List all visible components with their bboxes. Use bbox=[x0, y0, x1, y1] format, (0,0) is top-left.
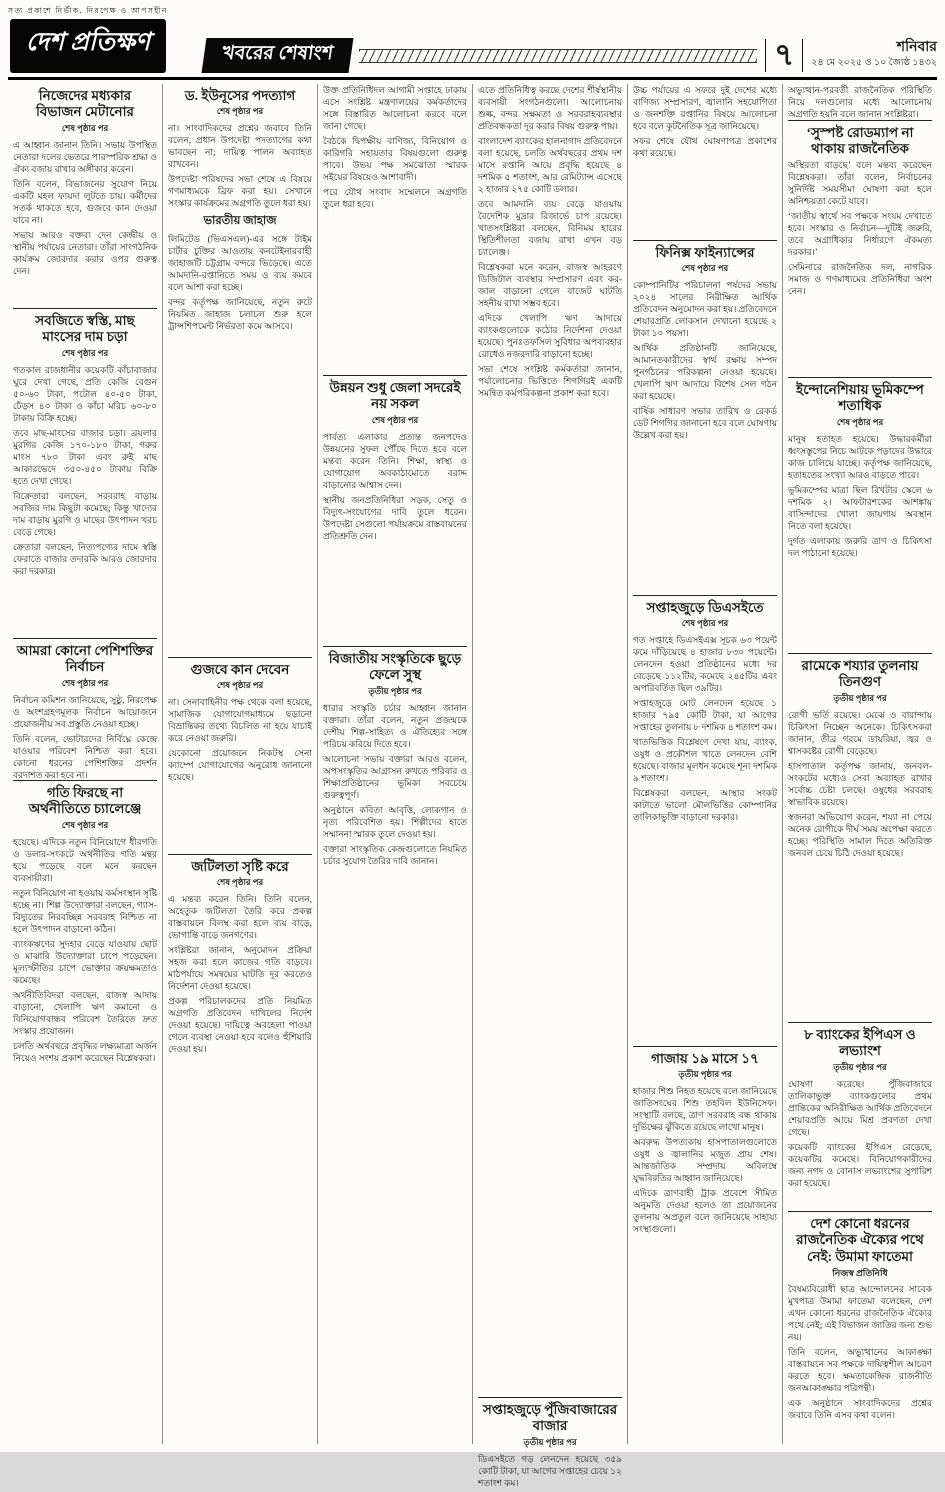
article-paragraph: সংশ্লিষ্টরা জানান, অনুমোদন প্রক্রিয়া সহজ করা হলে কাজের গতি বাড়বে। মাঠপর্যায়ে সমন্বয়ের ঘাটতি দূর করতেও নির্দেশনা দেওয়া হয়েছে। bbox=[168, 945, 312, 992]
article-subhead: ভারতীয় জাহাজ bbox=[203, 215, 277, 228]
article-paragraph: গতকাল রাজধানীর কয়েকটি কাঁচাবাজার ঘুরে দেখা গেছে, প্রতি কেজি বেগুন ৫০-৬০ টাকা, পটোল ৪০-৫০ টাকা, ঢেঁড়স ৪০ টাকা ও কাঁচা মরিচ ৬০-৮০ টাকায় বিক্রি হচ্ছে। bbox=[13, 364, 157, 423]
article-paragraph: তিনি বলেন, অভ্যুত্থানের আকাঙ্ক্ষা বাস্তবায়নে সব পক্ষকে দায়িত্বশীল আচরণ করতে হবে। ক্ষমতাকেন্দ্রিক রাজনীতি জনআকাঙ্ক্ষার পরিপন্থী। bbox=[788, 1347, 932, 1394]
section-title: খবরের শেষাংশ bbox=[201, 38, 353, 73]
article bbox=[633, 240, 777, 592]
continued-from-label: শেষ পৃষ্ঠার পর bbox=[371, 414, 419, 425]
article-paragraph: ব্যাংকঋণের সুদহার বেড়ে যাওয়ায় ছোট ও মাঝারি উদ্যোক্তারা চাপে পড়েছেন। মূল্যস্ফীতির চাপে ভোক্তার ক্রয়ক্ষমতাও কমেছে। bbox=[13, 938, 157, 985]
article-headline: দেশ কোনো ধরনের রাজনৈতিক ঐক্যের পথে নেই: উমামা ফাতেমা bbox=[796, 1216, 924, 1264]
news-column-3 bbox=[317, 84, 472, 1444]
article-paragraph: উপদেষ্টা পরিষদের সভা শেষে এ বিষয়ে গণমাধ্যমকে ব্রিফ করা হয়। সেখানে সংস্কার কার্যক্রমের অগ্রগতি তুলে ধরা হয়। bbox=[168, 174, 312, 209]
article-paragraph: সভা শেষে সংশ্লিষ্ট কর্মকর্তারা জানান, পর্যালোচনার ভিত্তিতে শিগগিরই একটি সমন্বিত কর্মপরিকল্পনা প্রকাশ করা হবে। bbox=[478, 364, 622, 398]
article-paragraph: না। সাংবাদিকদের প্রশ্নের জবাবে তিনি বলেন, প্রধান উপদেষ্টা পদত্যাগের কথা ভাবছেন না; দায়িত্ব পালন অব্যাহত রাখবেন। bbox=[168, 123, 312, 170]
continued-from-label: শেষ পৃষ্ঠার পর bbox=[61, 819, 109, 830]
article-paragraph: বিশ্লেষকরা মনে করেন, রাজস্ব আহরণে ডিজিটাল ব্যবস্থার সম্প্রসারণ এবং কর-জাল বাড়ানো গেলে বাজেট ঘাটতি সহনীয় রাখা সম্ভব হবে। bbox=[478, 262, 622, 308]
article-paragraph: পার্বত্য এলাকার প্রত্যন্ত জনপদেও উন্নয়নের সুফল পৌঁছে দিতে হবে বলে মন্তব্য করেন তিনি। শিক্ষা, স্বাস্থ্য ও যোগাযোগ অবকাঠামোতে বরাদ্দ বাড়ানোর আশ্বাস দেন। bbox=[323, 431, 467, 490]
article-paragraph: ধারার সংস্কৃতি চর্চার আহ্বান জানান বক্তারা। তাঁরা বলেন, নতুন প্রজন্মকে দেশীয় শিল্প-সাহিত্য ও ঐতিহ্যের সঙ্গে পরিচয় করিয়ে দিতে হবে। bbox=[323, 702, 467, 749]
article-paragraph: গত সপ্তাহে ডিএসইএক্স সূচক ৬৩ পয়েন্ট কমে দাঁড়িয়েছে ৪ হাজার ৮৩০ পয়েন্টে। লেনদেন হওয়া প্রতিষ্ঠানের মধ্যে দর বেড়েছে ১১২টির, কমেছে ২৪৫টির এবং অপরিবর্তিত ছিল ৩৯টির। bbox=[633, 635, 777, 694]
article bbox=[13, 84, 157, 305]
article-continuation bbox=[478, 84, 622, 1394]
news-column-4 bbox=[472, 84, 627, 1488]
page-number: ৭ bbox=[765, 39, 803, 72]
article bbox=[478, 1397, 622, 1492]
newspaper-logo: দেশ প্রতিক্ষণ bbox=[10, 19, 166, 73]
article-headline: বিজাতীয় সংস্কৃতিকে ছুড়ে ফেলে সুস্থ bbox=[328, 651, 462, 683]
article-headline: উন্নয়ন শুধু জেলা সদরেই নয় সকল bbox=[329, 380, 461, 412]
article-headline: ইন্দোনেশিয়ায় ভূমিকম্পে শতাধিক bbox=[796, 382, 924, 414]
article-headline: সবজিতে স্বস্তি, মাছ মাংসের দাম চড়া bbox=[35, 313, 135, 345]
continued-from-label: তৃতীয় পৃষ্ঠার পর bbox=[678, 1069, 732, 1080]
continued-from-label: শেষ পৃষ্ঠার পর bbox=[216, 106, 264, 117]
article-headline: ড. ইউনূসের পদত্যাগ bbox=[184, 88, 296, 103]
masthead-block bbox=[8, 6, 168, 73]
continued-from-label: শেষ পৃষ্ঠার পর bbox=[61, 677, 109, 688]
article-paragraph: ভূমিকম্পের মাত্রা ছিল রিখটার স্কেলে ৬ দশমিক ২। আফটারশকের আশঙ্কায় বাসিন্দাদের খোলা জায়গায় অবস্থান নিতে বলা হয়েছে। bbox=[788, 484, 932, 531]
article-paragraph: ডিএসইতে গড় লেনদেন হয়েছে ৩৫৯ কোটি টাকা, যা আগের সপ্তাহের চেয়ে ১২ শতাংশ কম। bbox=[478, 1453, 622, 1488]
continued-from-label: শেষ পৃষ্ঠার পর bbox=[61, 347, 109, 358]
article-headline: সপ্তাহজুড়ে পুঁজিবাজারের বাজার bbox=[482, 1402, 618, 1434]
news-column-1 bbox=[8, 84, 162, 1444]
article-continuation bbox=[788, 84, 932, 117]
continued-from-label: তৃতীয় পৃষ্ঠার পর bbox=[368, 685, 422, 696]
masthead-tagline: সত্য প্রকাশে নির্ভীক, নিরপেক্ষ ও আপসহীন bbox=[8, 6, 168, 15]
article-paragraph: এক অনুষ্ঠানে সাংবাদিকদের প্রশ্নের জবাবে তিনি এসব কথা বলেন। bbox=[788, 1398, 932, 1421]
article-paragraph: এ আহ্বান জানান তিনি। সভায় উপস্থিত নেতারা দলের ভেতরে পারস্পরিক শ্রদ্ধা ও ঐক্য বজায় রাখার অঙ্গীকার করেন। bbox=[13, 139, 157, 174]
article-paragraph: নতুন বিনিয়োগ না হওয়ায় কর্মসংস্থান সৃষ্টি হচ্ছে না। শিল্প উদ্যোক্তারা বলছেন, গ্যাস-বিদ্যুতের নিরবচ্ছিন্ন সরবরাহ নিশ্চিত না হলে উৎপাদন বাড়ানো কঠিন। bbox=[13, 887, 157, 934]
article-paragraph: কোম্পানিটির পরিচালনা পর্ষদের সভায় ২০২৪ সালের নিরীক্ষিত আর্থিক প্রতিবেদন অনুমোদন করা হয়। প্রতিবেদনে শেয়ারপ্রতি লোকসান দেখানো হয়েছে ২ টাকা ১০ পয়সা। bbox=[633, 280, 777, 339]
article-paragraph: আলোচনা সভায় বক্তারা আরও বলেন, অপসংস্কৃতির আগ্রাসন রুখতে পরিবার ও শিক্ষাপ্রতিষ্ঠানের ভূমিকা সবচেয়ে গুরুত্বপূর্ণ। bbox=[323, 753, 467, 800]
article bbox=[788, 1022, 932, 1208]
article-paragraph: এদিকে ত্রাণবাহী ট্রাক প্রবেশে সীমিত অনুমতি দেওয়া হলেও তা প্রয়োজনের তুলনায় অপ্রতুল বলে জানিয়েছে সাহায্য সংস্থাগুলো। bbox=[633, 1188, 777, 1235]
article-paragraph: স্থানীয় জনপ্রতিনিধিরা সড়ক, সেতু ও বিদ্যুৎ-সংযোগের দাবি তুলে ধরেন। উপদেষ্টা সেগুলো পর্যায়ক্রমে বাস্তবায়নের প্রতিশ্রুতি দেন। bbox=[323, 494, 467, 541]
article-paragraph: বার্ষিক সাধারণ সভার তারিখ ও রেকর্ড ডেট শিগগির জানানো হবে বলে ঘোষণায় উল্লেখ করা হয়। bbox=[633, 406, 777, 441]
article bbox=[788, 1211, 932, 1444]
news-column-5 bbox=[627, 84, 782, 1444]
page-header bbox=[8, 6, 937, 80]
article bbox=[168, 854, 312, 1444]
article-paragraph: যেকোনো প্রয়োজনে নিকটস্থ সেনা ক্যাম্পে যোগাযোগের অনুরোধ জানানো হয়েছে। bbox=[168, 748, 312, 783]
article-paragraph: খাতভিত্তিক বিশ্লেষণে দেখা যায়, ব্যাংক, ওষুধ ও প্রকৌশল খাতে লেনদেন বেশি হয়েছে। বাজার মূলধন কমেছে শূন্য দশমিক ৯ শতাংশ। bbox=[633, 737, 777, 784]
article bbox=[788, 653, 932, 1019]
article-headline: গাজায় ১৯ মাসে ১৭ bbox=[651, 1051, 759, 1066]
article-paragraph: না। সেনাবাহিনীর পক্ষ থেকে বলা হয়েছে, সামাজিক যোগাযোগমাধ্যমে ছড়ানো বিভ্রান্তিকর তথ্যে বিচলিত না হয়ে যাচাই করে নেওয়া জরুরি। bbox=[168, 697, 312, 744]
article-headline: ৮ ব্যাংকের ইপিএস ও লভ্যাংশ bbox=[804, 1027, 916, 1059]
article-paragraph: তিনি বলেন, বিভাজনের সুযোগ নিয়ে একটি মহল ফায়দা লুটতে চায়। কর্মীদের সতর্ক থাকতে হবে, গুজবে কান দেওয়া যাবে না। bbox=[13, 178, 157, 225]
continued-from-label: তৃতীয় পৃষ্ঠার পর bbox=[833, 1061, 887, 1072]
article-paragraph: পরে যৌথ সংবাদ সম্মেলনে অগ্রগতি তুলে ধরা হবে। bbox=[323, 187, 467, 209]
date-block bbox=[811, 39, 937, 72]
article-paragraph: স্বজনরা অভিযোগ করেন, শয্যা না পেয়ে অনেক রোগীকে দীর্ঘ সময় অপেক্ষা করতে হচ্ছে। পরিস্থিতি সামাল দিতে অতিরিক্ত জনবল চেয়ে চিঠি দেওয়া হয়েছে। bbox=[788, 811, 932, 858]
article-paragraph: হয়েছে। এদিকে নতুন বিনিয়োগে ধীরগতি ও ডলার-সংকটে অর্থনীতির গতি মন্থর হয়ে পড়েছে বলে মনে করছেন ব্যবসায়ীরা। bbox=[13, 836, 157, 883]
article-headline: নিজেদের মধ্যকার বিভাজন মেটানোর bbox=[36, 88, 134, 120]
article-paragraph: রোগী ভর্তি রয়েছে। মেঝে ও বারান্দায় চিকিৎসা নিচ্ছেন অনেকে। চিকিৎসকরা জানান, তীব্র গরমে ডায়রিয়া, জ্বর ও শ্বাসকষ্টের রোগী বেড়েছে। bbox=[788, 709, 932, 756]
article-paragraph: এতে প্রতিনিধিত্ব করছে দেশের শীর্ষস্থানীয় ব্যবসায়ী সংগঠনগুলো। আলোচনায় শুল্ক, বন্দর সক্ষমতা ও সরবরাহব্যবস্থার প্রতিবন্ধকতা দূর করার বিষয় গুরুত্ব পায়। bbox=[478, 85, 622, 131]
article bbox=[168, 84, 312, 654]
article-paragraph: লিমিটেড (ভিএসএল)-এর সঙ্গে টাইম চার্টার চুক্তির আওতায় কনটেইনারবাহী জাহাজটি চট্টগ্রাম বন্দরে ভিড়েছে। এতে আমদানি-রপ্তানিতে সময় ও ব্যয় কমবে বলে আশা করা হচ্ছে। bbox=[168, 234, 312, 293]
article-paragraph: বৈষম্যবিরোধী ছাত্র আন্দোলনের সাবেক মুখপাত্র উমামা ফাতেমা বলেছেন, দেশ এখন কোনো ধরনের রাজনৈতিক ঐক্যের পথে নেই; এই বিভাজন জাতির জন্য শুভ নয়। bbox=[788, 1284, 932, 1343]
article-paragraph: বৈঠকে দ্বিপক্ষীয় বাণিজ্য, বিনিয়োগ ও কারিগরি সহায়তার বিষয়গুলো গুরুত্ব পাবে। উভয় পক্ষ সমঝোতা স্মারক সইয়ের বিষয়েও আশাবাদী। bbox=[323, 136, 467, 182]
news-columns bbox=[8, 84, 937, 1488]
weekday-label: শনিবার bbox=[896, 40, 937, 56]
article bbox=[13, 308, 157, 635]
article-headline: গুজবে কান দেবেন bbox=[190, 662, 290, 677]
article-paragraph: ঘোষণা করেছে। পুঁজিবাজারে তালিকাভুক্ত ব্যাংকগুলোর প্রথম প্রান্তিকের অনিরীক্ষিত আর্থিক প্রতিবেদনে শেয়ারপ্রতি আয়ে মিশ্র প্রবণতা দেখা গেছে। bbox=[788, 1078, 932, 1137]
date-line: ২৪ মে ২০২৫ ও ১০ জ্যৈষ্ঠ ১৪৩২ bbox=[811, 58, 937, 69]
article-paragraph: উচ্চ পর্যায়ের এ সফরে দুই দেশের মধ্যে বাণিজ্য সম্প্রসারণ, জ্বালানি সহযোগিতা ও জনশক্তি রপ্তানির বিষয়ে আলোচনা হবে বলে কূটনৈতিক সূত্র জানিয়েছে। bbox=[633, 85, 777, 131]
article bbox=[633, 595, 777, 1043]
article-byline: নিজস্ব প্রতিনিধি bbox=[832, 1268, 888, 1279]
article-paragraph: এদিকে খেলাপি ঋণ আদায়ে ব্যাংকগুলোকে কঠোর নির্দেশনা দেওয়া হয়েছে। পুনঃতফসিল সুবিধার অপব্যবহার রোধেও নজরদারি বাড়ানো হচ্ছে। bbox=[478, 313, 622, 359]
article-paragraph: সফর শেষে যৌথ ঘোষণাপত্র প্রকাশের কথা রয়েছে। bbox=[633, 136, 777, 158]
article-paragraph: ‘জাতীয় স্বার্থে সব পক্ষকে সংযম দেখাতে হবে। সংস্কার ও নির্বাচন—দুটিই জরুরি, তবে অগ্রাধিকার নির্ধারণে ঐকমত্য দরকার।’ bbox=[788, 210, 932, 257]
article-headline: জটিলতা সৃষ্টি করে bbox=[191, 859, 289, 874]
article-paragraph: ক্রেতারা বলছেন, নিত্যপণ্যের দামে স্বস্তি ফেরাতে বাজার তদারকি আরও জোরদার করা দরকার। bbox=[13, 541, 157, 576]
continued-from-label: শেষ পৃষ্ঠার পর bbox=[681, 263, 729, 274]
continued-from-label: শেষ পৃষ্ঠার পর bbox=[681, 618, 729, 629]
article bbox=[323, 646, 467, 1444]
article bbox=[788, 120, 932, 374]
continued-from-label: তৃতীয় পৃষ্ঠার পর bbox=[523, 1436, 577, 1447]
article-headline: গতি ফিরছে না অর্থনীতিতে চ্যালেঞ্জে bbox=[28, 785, 142, 817]
continued-from-label: শেষ পৃষ্ঠার পর bbox=[61, 122, 109, 133]
article-paragraph: উক্ত প্রতিনিধিদল আগামী সপ্তাহে ঢাকায় এসে সংশ্লিষ্ট মন্ত্রণালয়ের কর্মকর্তাদের সঙ্গে বিস্তারিত আলোচনা করবে বলে জানা গেছে। bbox=[323, 85, 467, 131]
news-column-6 bbox=[782, 84, 937, 1444]
article-paragraph: বাংলাদেশ ব্যাংকের হালনাগাদ প্রতিবেদনে বলা হয়েছে, চলতি অর্থবছরের প্রথম দশ মাসে রপ্তানি আয়ে প্রবৃদ্ধি হয়েছে ৪ দশমিক ৫ শতাংশ, আর রেমিট্যান্স এসেছে ২ হাজার ২৭৫ কোটি ডলার। bbox=[478, 136, 622, 194]
article-paragraph: চলতি অর্থবছরে প্রবৃদ্ধির লক্ষ্যমাত্রা অর্জন নিয়েও সংশয় প্রকাশ করেছেন বিশ্লেষকরা। bbox=[13, 1040, 157, 1063]
article-paragraph: মানুষ হতাহত হয়েছে। উদ্ধারকর্মীরা ধ্বংসস্তূপের নিচে আটকে পড়াদের উদ্ধারে কাজ চালিয়ে যাচ্ছে। কর্তৃপক্ষ জানিয়েছে, হতাহতের সংখ্যা আরও বাড়তে পারে। bbox=[788, 433, 932, 480]
article-paragraph: অনুষ্ঠানে কবিতা আবৃত্তি, লোকগান ও নৃত্য পরিবেশিত হয়। শিল্পীদের হাতে সম্মাননা স্মারক তুলে দেওয়া হয়। bbox=[323, 804, 467, 839]
continued-from-label: শেষ পৃষ্ঠার পর bbox=[836, 416, 884, 427]
article-paragraph: বক্তারা সাংস্কৃতিক কেন্দ্রগুলোতে নিয়মিত চর্চার সুযোগ তৈরির দাবি জানান। bbox=[323, 843, 467, 866]
article-headline: আমরা কোনো পেশিশক্তির নির্বাচন bbox=[16, 643, 154, 675]
article-headline: ‘সুস্পষ্ট রোডম্যাপ না থাকায় রাজনৈতিক bbox=[806, 125, 914, 157]
decorative-stripes bbox=[359, 49, 758, 63]
article-paragraph: প্রকল্প পরিচালকদের প্রতি নিয়মিত অগ্রগতি প্রতিবেদন দাখিলের নির্দেশ দেওয়া হয়েছে। দায়িত্বে অবহেলা পাওয়া গেলে ব্যবস্থা নেওয়া হবে বলেও হুঁশিয়ারি দেওয়া হয়। bbox=[168, 996, 312, 1055]
article-paragraph: কয়েকটি ব্যাংকের ইপিএস বেড়েছে, কয়েকটির কমেছে। বিনিয়োগকারীদের জন্য নগদ ও বোনাস লভ্যাংশের সুপারিশ করা হয়েছে। bbox=[788, 1141, 932, 1188]
article bbox=[13, 780, 157, 1444]
article-paragraph: বন্দর কর্তৃপক্ষ জানিয়েছে, নতুন রুটে নিয়মিত জাহাজ চলাচল শুরু হলে ট্রান্সশিপমেন্ট নির্ভরতা কমে আসবে। bbox=[168, 297, 312, 332]
article-paragraph: আর্থিক প্রতিষ্ঠানটি জানিয়েছে, আমানতকারীদের স্বার্থ রক্ষায় সম্পদ পুনর্গঠনের পরিকল্পনা নেওয়া হয়েছে। খেলাপি ঋণ আদায়ে বিশেষ সেল গঠন করা হয়েছে। bbox=[633, 343, 777, 402]
article-headline: ফিনিক্স ফাইন্যান্সের bbox=[655, 245, 755, 260]
article bbox=[788, 377, 932, 650]
continued-from-label: শেষ পৃষ্ঠার পর bbox=[216, 877, 264, 888]
article bbox=[168, 657, 312, 851]
article-paragraph: সেমিনারে রাজনৈতিক দল, নাগরিক সমাজ ও গণমাধ্যমের প্রতিনিধিরা অংশ নেন। bbox=[788, 261, 932, 296]
article-paragraph: দুর্গত এলাকায় জরুরি ত্রাণ ও চিকিৎসা দল পাঠানো হয়েছে। bbox=[788, 535, 932, 558]
header-right bbox=[204, 38, 937, 73]
article-paragraph: হাসপাতাল কর্তৃপক্ষ জানায়, জনবল-সংকটের মধ্যেও সেবা অব্যাহত রাখার সর্বোচ্চ চেষ্টা চলছে। ওষুধের সরবরাহ স্বাভাবিক রয়েছে। bbox=[788, 760, 932, 807]
article-continuation bbox=[633, 84, 777, 237]
article-paragraph: অবরুদ্ধ উপত্যকায় হাসপাতালগুলোতে ওষুধ ও জ্বালানির মজুত প্রায় শেষ। আন্তর্জাতিক সম্প্রদায় অবিলম্বে যুদ্ধবিরতির আহ্বান জানিয়েছে। bbox=[633, 1137, 777, 1184]
article-paragraph: বিক্রেতারা বলছেন, সরবরাহ বাড়ায় সবজির দাম কিছুটা কমেছে; কিন্তু খাদ্যের দাম বাড়ায় মুরগি ও মাছের উৎপাদন খরচ বেড়ে গেছে। bbox=[13, 490, 157, 537]
article-paragraph: সপ্তাহজুড়ে মোট লেনদেন হয়েছে ১ হাজার ৭৯৫ কোটি টাকা, যা আগের সপ্তাহের তুলনায় ৮ দশমিক ৪ শতাংশ কম। bbox=[633, 698, 777, 733]
article-paragraph: তবে আমদানি ব্যয় বেড়ে যাওয়ায় বৈদেশিক মুদ্রার রিজার্ভে চাপ রয়েছে। খাতসংশ্লিষ্টরা বলছেন, বিনিময় হারের স্থিতিশীলতা বজায় রাখা এখন বড় চ্যালেঞ্জ। bbox=[478, 199, 622, 257]
article-paragraph: তবে মাছ-মাংসের বাজার চড়া। ব্রয়লার মুরগির কেজি ১৭০-১৮০ টাকা, গরুর মাংস ৭৮০ টাকা এবং রুই মাছ আকারভেদে ৩৫০-৪৫০ টাকায় বিক্রি হতে দেখা গেছে। bbox=[13, 427, 157, 486]
article bbox=[13, 638, 157, 780]
article-paragraph: হাজার শিশু নিহত হয়েছে বলে জানিয়েছে জাতিসংঘের শিশু তহবিল ইউনিসেফ। সংস্থাটি বলছে, ত্রাণ সরবরাহ বন্ধ থাকায় দুর্ভিক্ষের ঝুঁকিতে রয়েছে লাখো মানুষ। bbox=[633, 1086, 777, 1133]
article-paragraph: অর্থনীতিবিদরা বলছেন, রাজস্ব আদায় বাড়ানো, খেলাপি ঋণ কমানো ও বিনিয়োগবান্ধব পরিবেশ তৈরিতে দ্রুত সংস্কার প্রয়োজন। bbox=[13, 989, 157, 1036]
article-continuation bbox=[323, 84, 467, 372]
continued-from-label: শেষ পৃষ্ঠার পর bbox=[216, 680, 264, 691]
continued-from-label: তৃতীয় পৃষ্ঠার পর bbox=[833, 692, 887, 703]
article-paragraph: অস্থিরতা বাড়ছে’ বলে মন্তব্য করেছেন বিশ্লেষকরা। তাঁরা বলেন, নির্বাচনের সুনির্দিষ্ট সময়সীমা ঘোষণা করা হলে অনিশ্চয়তা কেটে যাবে। bbox=[788, 159, 932, 206]
article-paragraph: তিনি বলেন, ভোটারদের নির্বিঘ্নে কেন্দ্রে যাওয়ার পরিবেশ নিশ্চিত করা হবে। কোনো ধরনের পেশিশক্তির প্রদর্শন বরদাশত করা হবে না। bbox=[13, 733, 157, 780]
article-paragraph: অভ্যুত্থান-পরবর্তী রাজনৈতিক পরিস্থিতি নিয়ে দলগুলোর মধ্যে আলোচনায় অগ্রগতি হয়নি বলে জানান সংশ্লিষ্টরা। bbox=[788, 85, 932, 119]
article-headline: সপ্তাহজুড়ে ডিএসইতে bbox=[646, 600, 764, 615]
article-paragraph: বিশ্লেষকরা বলছেন, আস্থার সংকট কাটাতে ভালো মৌলভিত্তির কোম্পানির তালিকাভুক্তি বাড়ানো দরকার। bbox=[633, 788, 777, 823]
article-headline: রামেকে শয্যার তুলনায় তিনগুণ bbox=[801, 658, 919, 690]
article-paragraph: নির্বাচন কমিশন জানিয়েছে, সুষ্ঠু, নিরপেক্ষ ও অংশগ্রহণমূলক নির্বাচন আয়োজনে প্রয়োজনীয় সব প্রস্তুতি নেওয়া হচ্ছে। bbox=[13, 694, 157, 729]
news-column-2 bbox=[162, 84, 317, 1444]
article-paragraph: সভায় আরও বক্তব্য দেন কেন্দ্রীয় ও স্থানীয় পর্যায়ের নেতারা। তাঁরা সাংগঠনিক কার্যক্রম জোরদার করার ওপর গুরুত্ব দেন। bbox=[13, 229, 157, 276]
article-paragraph: এ মন্তব্য করেন তিনি। তিনি বলেন, অহেতুক জটিলতা তৈরি করে প্রকল্প বাস্তবায়নে বিলম্ব করা হলে ব্যয় বাড়ে, ভোগান্তি বাড়ে জনগণের। bbox=[168, 894, 312, 941]
article bbox=[633, 1046, 777, 1444]
article bbox=[323, 375, 467, 643]
